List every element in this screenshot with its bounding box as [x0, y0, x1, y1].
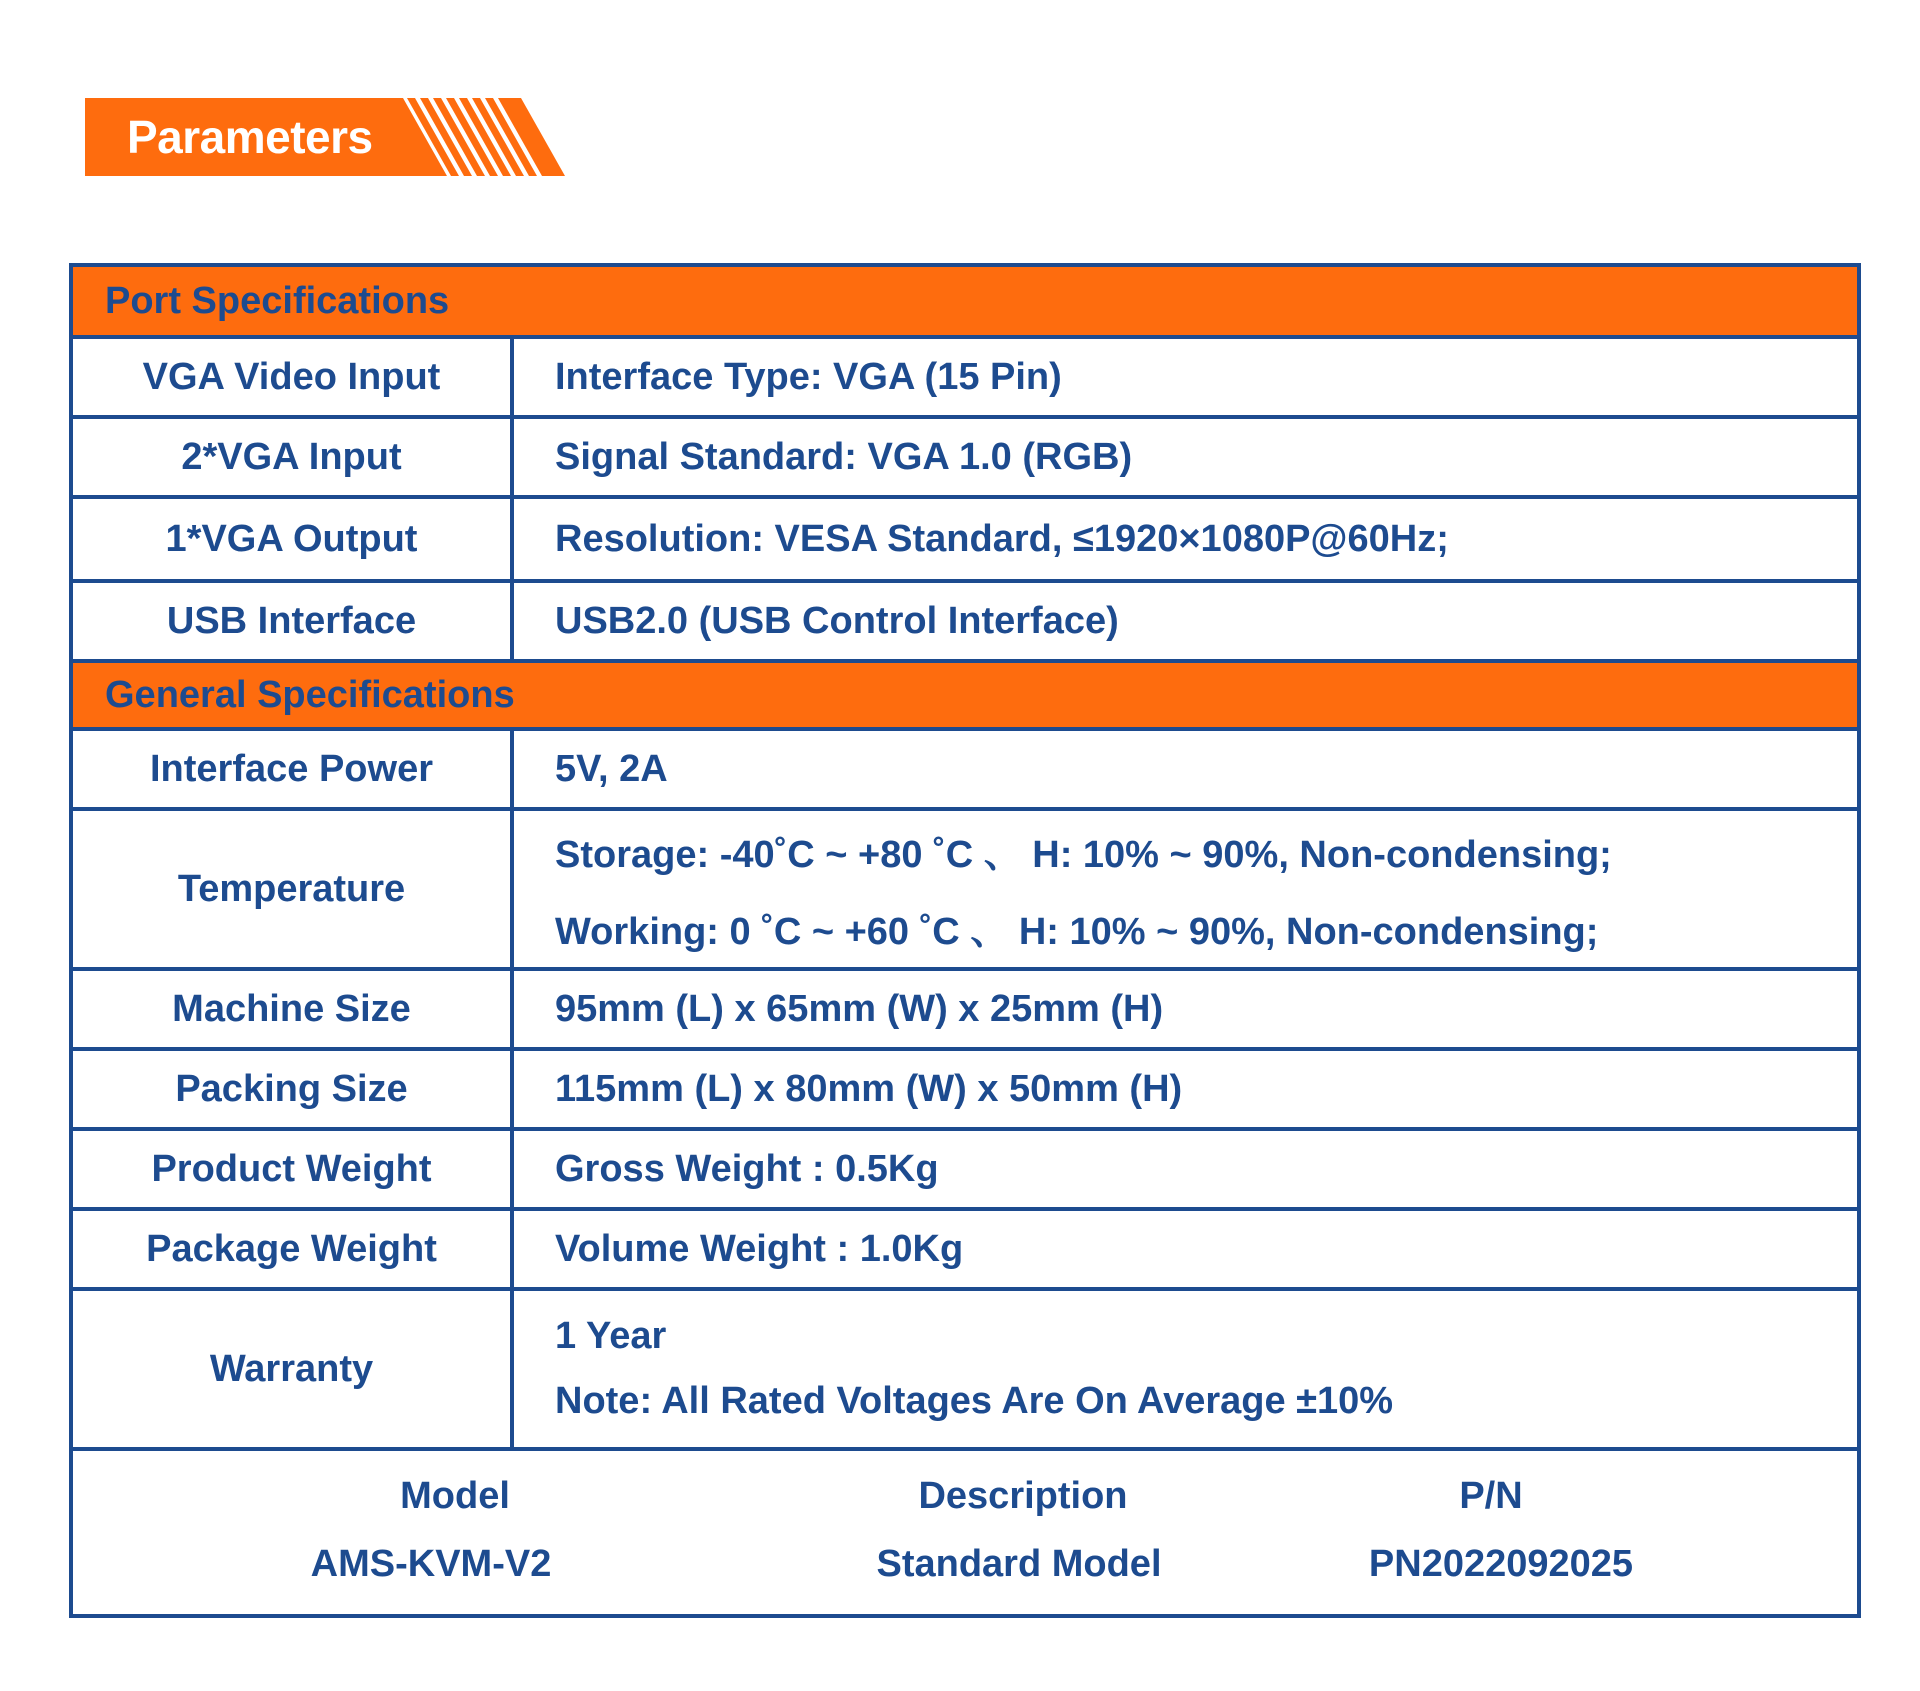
spec-label: USB Interface [166, 599, 417, 642]
footer-header-pn: P/N [1459, 1475, 1523, 1517]
spec-value-line: 115mm (L) x 80mm (W) x 50mm (H) [555, 1067, 1183, 1110]
spec-value [555, 1211, 1847, 1287]
spec-value-line: Interface Type: VGA (15 Pin) [555, 355, 1062, 398]
spec-row-warranty [73, 1291, 1857, 1447]
spec-label: Package Weight [146, 1227, 437, 1270]
spec-value-line: 5V, 2A [555, 747, 668, 790]
spec-value-line: Signal Standard: VGA 1.0 (RGB) [555, 435, 1133, 478]
spec-value-line: Storage: -40˚C ~ +80 ˚C 、 H: 10% ~ 90%, Non-condensing; [555, 834, 1612, 876]
footer-header-model: Model [400, 1475, 510, 1517]
footer-value-description: Standard Model [876, 1543, 1162, 1585]
spec-label: Packing Size [175, 1067, 408, 1110]
spec-value-line: Note: All Rated Voltages Are On Average ±10% [555, 1380, 1394, 1422]
spec-label: Temperature [177, 867, 406, 910]
spec-value-line: 95mm (L) x 65mm (W) x 25mm (H) [555, 987, 1164, 1030]
spec-value-line: Gross Weight : 0.5Kg [555, 1147, 939, 1190]
footer-value-model: AMS-KVM-V2 [310, 1543, 552, 1585]
spec-value-line: Volume Weight : 1.0Kg [555, 1227, 964, 1270]
column-divider [510, 335, 514, 659]
spec-label: VGA Video Input [142, 355, 441, 398]
spec-value [555, 1131, 1847, 1207]
spec-value [555, 811, 1847, 967]
spec-value-line: Working: 0 ˚C ~ +60 ˚C 、 H: 10% ~ 90%, Non-condensing; [555, 911, 1599, 953]
footer-header-description: Description [918, 1475, 1128, 1517]
parameters-banner [85, 98, 565, 176]
spec-row-temperature [73, 811, 1857, 967]
section-header-port-specifications: Port Specifications [73, 267, 1857, 335]
column-divider [510, 727, 514, 1447]
spec-row-interface-power [73, 731, 1857, 807]
banner-title: Parameters [127, 111, 373, 163]
spec-value [555, 1291, 1847, 1447]
spec-label: Interface Power [150, 747, 433, 790]
model-info-footer [73, 1451, 1857, 1614]
spec-row-package-weight [73, 1211, 1857, 1287]
spec-row-1-vga-output [73, 499, 1857, 579]
spec-label: 1*VGA Output [165, 517, 418, 560]
spec-label: Warranty [209, 1347, 374, 1390]
spec-value [555, 971, 1847, 1047]
spec-value [555, 499, 1847, 579]
spec-value-line: Resolution: VESA Standard, ≤1920×1080P@60Hz; [555, 517, 1449, 560]
spec-value-line: USB2.0 (USB Control Interface) [555, 599, 1119, 642]
spec-row-packing-size [73, 1051, 1857, 1127]
section-header-general-specifications: General Specifications [73, 663, 1857, 727]
footer-value-pn: PN2022092025 [1368, 1543, 1634, 1585]
spec-value-line: 1 Year [555, 1315, 667, 1357]
spec-value [555, 731, 1847, 807]
spec-value [555, 419, 1847, 495]
spec-value [555, 339, 1847, 415]
specifications-table [69, 263, 1861, 1618]
spec-label: 2*VGA Input [181, 435, 402, 478]
spec-row-2-vga-input [73, 419, 1857, 495]
spec-row-usb-interface [73, 583, 1857, 659]
spec-value [555, 583, 1847, 659]
spec-row-product-weight [73, 1131, 1857, 1207]
spec-label: Product Weight [151, 1147, 432, 1190]
spec-label: Machine Size [172, 987, 411, 1030]
spec-row-machine-size [73, 971, 1857, 1047]
spec-value [555, 1051, 1847, 1127]
spec-row-vga-video-input [73, 339, 1857, 415]
